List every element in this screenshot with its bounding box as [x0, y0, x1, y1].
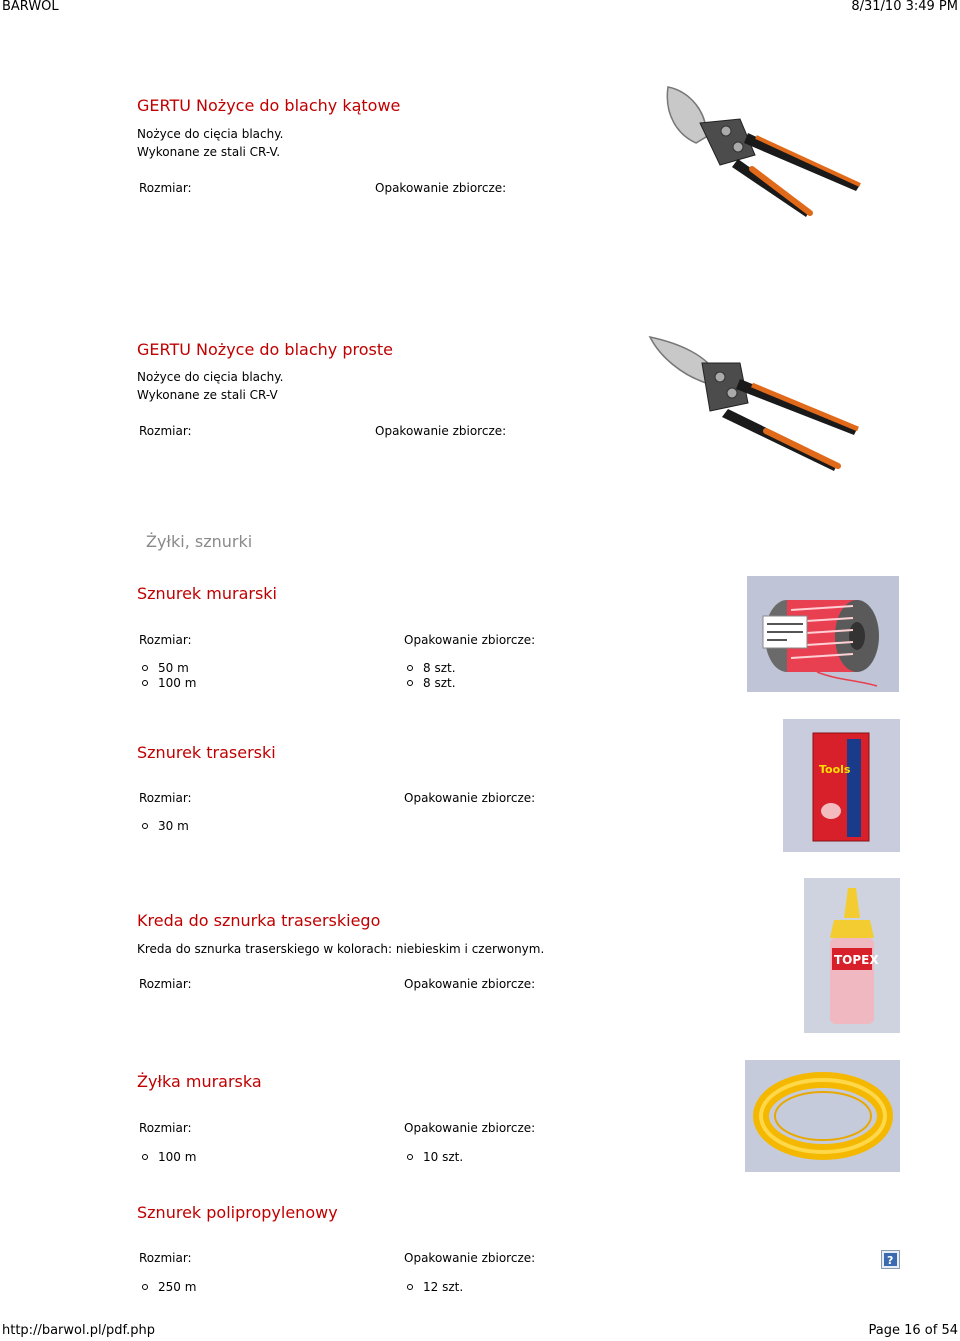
product-image-mason-fishing-line[interactable] — [745, 1060, 900, 1172]
pack-item: 8 szt. — [402, 676, 456, 691]
product-image-mason-line-spool[interactable] — [747, 576, 899, 692]
product-title[interactable]: GERTU Nożyce do blachy kątowe — [137, 96, 401, 115]
product-title[interactable]: GERTU Nożyce do blachy proste — [137, 340, 393, 359]
product-title[interactable]: Sznurek murarski — [137, 584, 277, 603]
product-image-straight-snips[interactable] — [648, 333, 864, 473]
missing-image-icon[interactable] — [881, 1250, 900, 1269]
product-image-chalk-line-reel[interactable] — [783, 719, 900, 852]
product-title[interactable]: Kreda do sznurka traserskiego — [137, 911, 381, 930]
pack-label: Opakowanie zbiorcze: — [404, 633, 536, 647]
header-datetime: 8/31/10 3:49 PM — [851, 0, 958, 14]
size-item: 250 m — [137, 1280, 196, 1295]
product-description: Nożyce do cięcia blachy. — [137, 127, 284, 141]
pack-label: Opakowanie zbiorcze: — [375, 181, 507, 195]
product-title[interactable]: Żyłka murarska — [137, 1072, 262, 1091]
svg-text:?: ? — [887, 1254, 894, 1267]
product-description: Wykonane ze stali CR-V — [137, 388, 278, 402]
product-image-angled-snips[interactable] — [660, 85, 865, 220]
size-item: 100 m — [137, 676, 196, 691]
product-image-chalk-bottle[interactable] — [804, 878, 900, 1033]
product-description: Wykonane ze stali CR-V. — [137, 145, 281, 159]
section-title: Żyłki, sznurki — [146, 532, 253, 551]
product-description: Nożyce do cięcia blachy. — [137, 370, 284, 384]
pack-item: 12 szt. — [402, 1280, 463, 1295]
size-label: Rozmiar: — [139, 1251, 192, 1265]
pack-label: Opakowanie zbiorcze: — [404, 1251, 536, 1265]
size-label: Rozmiar: — [139, 1121, 192, 1135]
pack-label: Opakowanie zbiorcze: — [404, 1121, 536, 1135]
svg-text:Tools: Tools — [819, 763, 851, 776]
product-title[interactable]: Sznurek traserski — [137, 743, 276, 762]
size-label: Rozmiar: — [139, 977, 192, 991]
pack-item: 8 szt. — [402, 661, 456, 676]
size-label: Rozmiar: — [139, 633, 192, 647]
header-site-name: BARWOL — [2, 0, 59, 14]
size-item: 50 m — [137, 661, 189, 676]
product-description: Kreda do sznurka traserskiego w kolorach: niebieskim i czerwonym. — [137, 942, 545, 956]
size-label: Rozmiar: — [139, 791, 192, 805]
svg-text:TOPEX: TOPEX — [834, 953, 879, 967]
footer-page-number: Page 16 of 54 — [868, 1323, 958, 1338]
size-label: Rozmiar: — [139, 181, 192, 195]
size-item: 30 m — [137, 819, 189, 834]
pack-item: 10 szt. — [402, 1150, 463, 1165]
size-label: Rozmiar: — [139, 424, 192, 438]
product-title[interactable]: Sznurek polipropylenowy — [137, 1203, 338, 1222]
pack-label: Opakowanie zbiorcze: — [404, 791, 536, 805]
size-item: 100 m — [137, 1150, 196, 1165]
footer-url[interactable]: http://barwol.pl/pdf.php — [2, 1323, 155, 1338]
pack-label: Opakowanie zbiorcze: — [375, 424, 507, 438]
pack-label: Opakowanie zbiorcze: — [404, 977, 536, 991]
